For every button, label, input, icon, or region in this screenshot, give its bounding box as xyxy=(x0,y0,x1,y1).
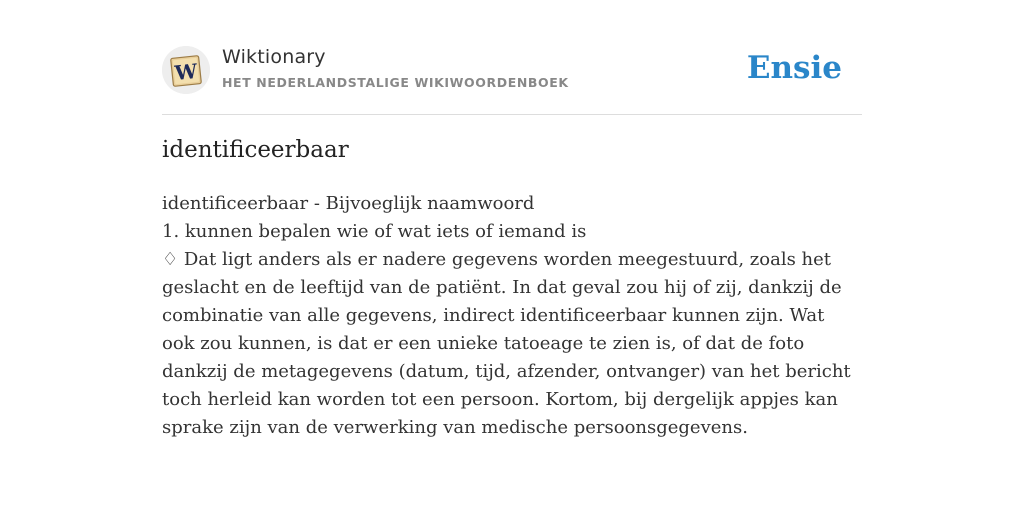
site-title[interactable]: Wiktionary xyxy=(222,46,326,68)
wiktionary-logo[interactable] xyxy=(162,46,210,94)
definition: 1. kunnen bepalen wie of wat iets of iemand is xyxy=(162,221,587,242)
svg-text:W: W xyxy=(173,58,199,86)
site-header xyxy=(162,0,862,115)
site-subtitle: HET NEDERLANDSTALIGE WIKIWOORDENBOEK xyxy=(222,75,569,90)
example-text: ♢ Dat ligt anders als er nadere gegevens worden meegestuurd, zoals het geslacht en de leeftijd van de patiënt. In dat geval zou hij of zij, dankzij de combinatie van alle gegevens, indirect identificeerbaar kunnen zijn. Wat ook zou kunnen, is dat er een unieke tatoeage te zien is, of dat de foto dankzij de metagegevens (datum, tijd, afzender, ontvanger) van het bericht toch herleid kan worden tot een persoon. Kortom, bij dergelijk appjes kan sprake zijn van de verwerking van medische persoonsgegevens. xyxy=(162,249,851,438)
ensie-brand-link[interactable]: Ensie xyxy=(746,50,842,86)
part-of-speech-line: identificeerbaar - Bijvoeglijk naamwoord xyxy=(162,193,535,214)
entry-content xyxy=(162,190,862,442)
page-title: identificeerbaar xyxy=(162,137,349,163)
wiktionary-logo-icon xyxy=(162,46,210,94)
page xyxy=(162,0,862,438)
